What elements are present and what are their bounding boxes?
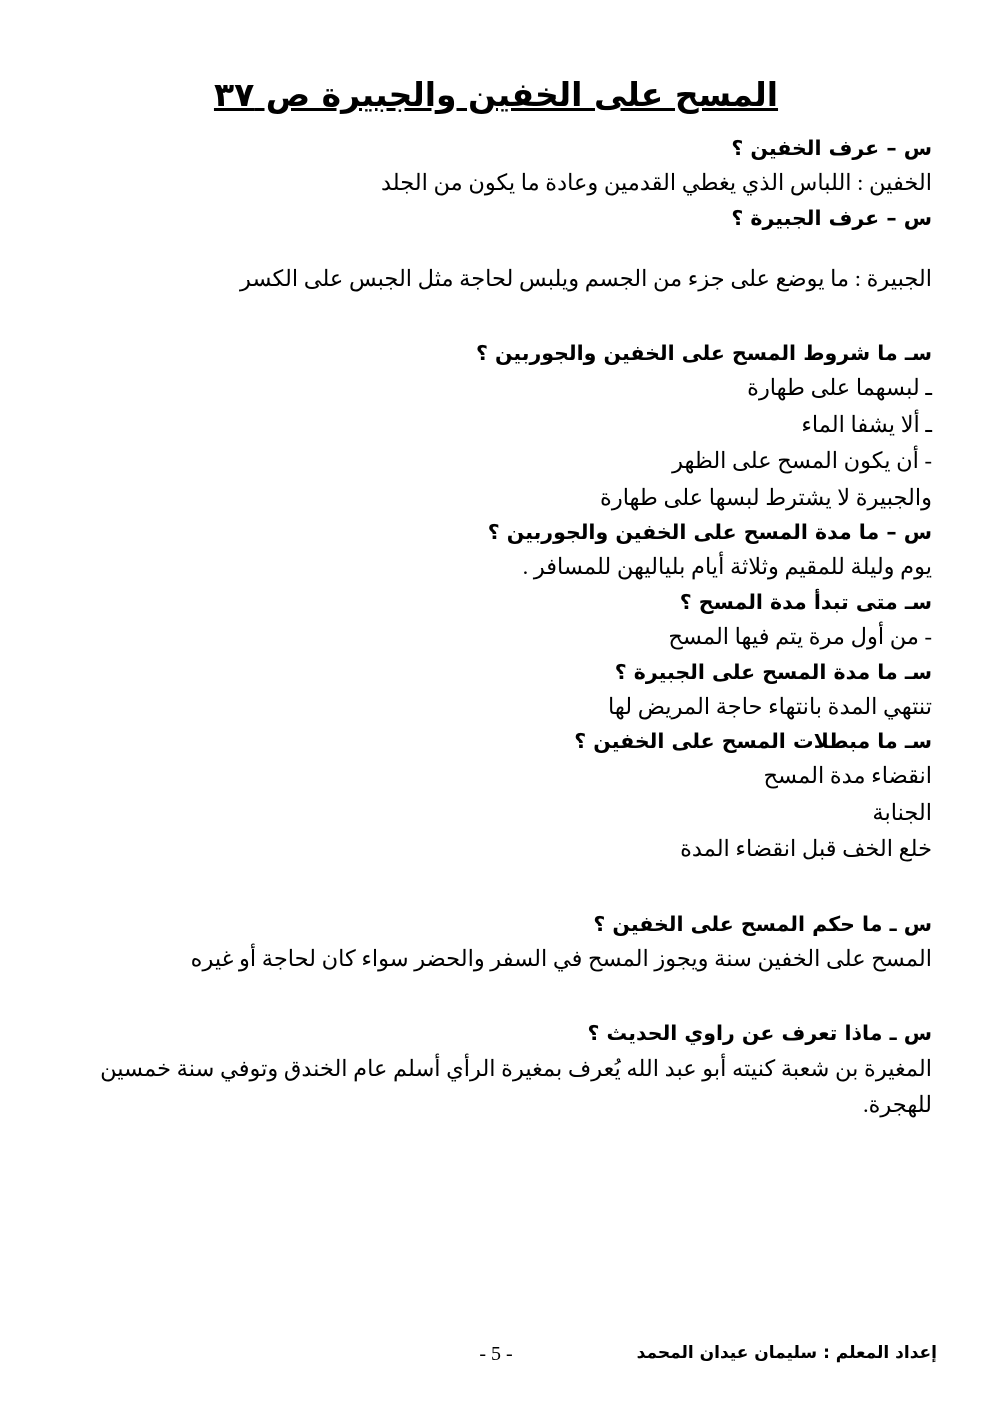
answer-line: - من أول مرة يتم فيها المسح <box>668 624 932 650</box>
answer-line: خلع الخف قبل انقضاء المدة <box>680 836 932 862</box>
answer-line: يوم وليلة للمقيم وثلاثة أيام بلياليهن للمسافر . <box>522 554 932 580</box>
question-line: سـ ما مبطلات المسح على الخفين ؟ <box>574 729 932 754</box>
page-title: المسح على الخفين والجبيرة ص ٣٧ <box>213 75 779 114</box>
answer-line: انقضاء مدة المسح <box>763 763 932 789</box>
answer-line: للهجرة. <box>862 1091 932 1117</box>
answer-line: ـ ألا يشفا الماء <box>801 411 932 437</box>
question-line: س – عرف الخفين ؟ <box>731 136 932 160</box>
answer-line: المسح على الخفين سنة ويجوز المسح في السفر والحضر سواء كان لحاجة أو غيره <box>190 945 932 971</box>
answer-line: الجنابة <box>872 799 932 825</box>
answer-line: ـ لبسهما على طهارة <box>747 375 932 401</box>
question-line: سـ ما مدة المسح على الجبيرة ؟ <box>614 659 932 684</box>
footer-prepared-by: إعداد المعلم : سليمان عيدان المحمد <box>636 1343 937 1363</box>
spacer <box>60 868 932 908</box>
answer-line: الخفين : اللباس الذي يغطي القدمين وعادة ما يكون من الجلد <box>381 170 932 196</box>
footer-page-number: - 5 - <box>479 1343 513 1365</box>
page-footer <box>0 1343 992 1363</box>
answer-line: المغيرة بن شعبة كنيته أبو عبد الله يُعرف بمغيرة الرأي أسلم عام الخندق وتوفي سنة خمسين <box>100 1055 932 1081</box>
answer-line: الجبيرة : ما يوضع على جزء من الجسم ويلبس لحاجة مثل الجبس على الكسر <box>240 265 932 291</box>
question-line: س – ما مدة المسح على الخفين والجوربين ؟ <box>487 520 932 545</box>
spacer <box>60 235 932 261</box>
question-line: سـ متى تبدأ مدة المسح ؟ <box>679 589 932 614</box>
spacer <box>60 977 932 1017</box>
document-body <box>60 132 932 1123</box>
question-line: سـ ما شروط المسح على الخفين والجوربين ؟ <box>475 341 932 366</box>
answer-line: تنتهي المدة بانتهاء حاجة المريض لها <box>608 693 932 719</box>
answer-line: والجبيرة لا يشترط لبسها على طهارة <box>600 484 932 510</box>
answer-line: - أن يكون المسح على الظهر <box>672 448 932 474</box>
question-line: س ـ ما حكم المسح على الخفين ؟ <box>593 911 932 936</box>
question-line: س ـ ماذا تعرف عن راوي الحديث ؟ <box>587 1021 932 1046</box>
question-line: س – عرف الجبيرة ؟ <box>731 205 932 230</box>
spacer <box>60 297 932 337</box>
